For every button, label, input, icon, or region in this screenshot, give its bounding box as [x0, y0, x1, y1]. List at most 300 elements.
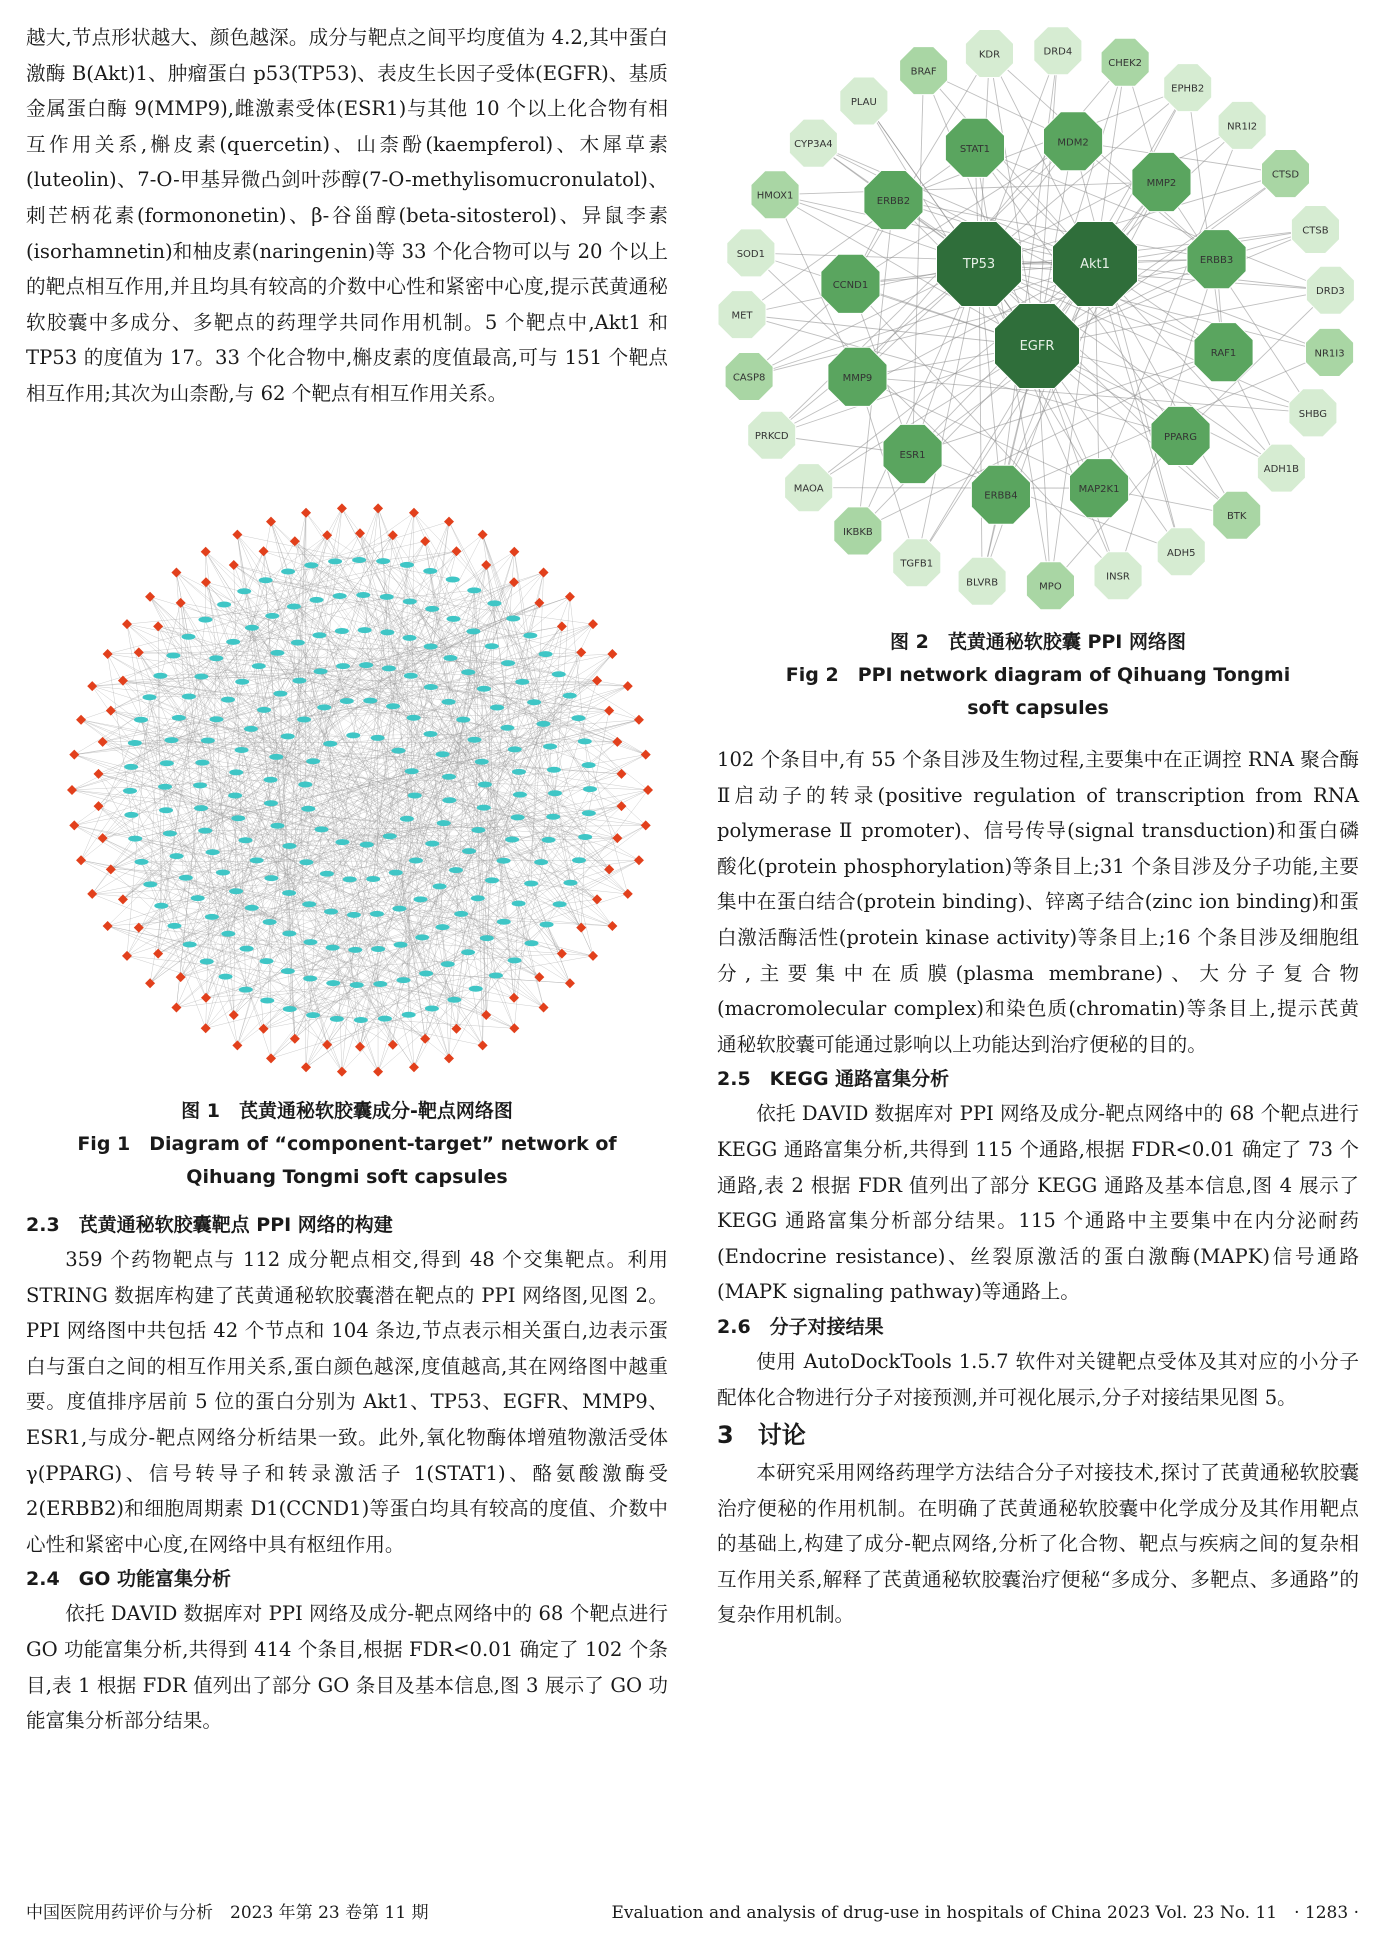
target-node	[583, 786, 597, 792]
target-node	[366, 876, 380, 882]
fig2-caption	[717, 626, 1359, 725]
ppi-node	[1157, 528, 1205, 576]
ppi-node-label: BTK	[1226, 511, 1247, 523]
target-node	[250, 857, 264, 863]
target-node	[449, 867, 463, 873]
target-node	[273, 691, 287, 697]
fig1-caption-cn: 图 1 芪黄通秘软胶囊成分-靶点网络图	[181, 1100, 513, 1122]
ppi-node	[958, 557, 1006, 605]
compound-node	[76, 855, 86, 865]
target-node	[403, 598, 417, 604]
target-node	[201, 737, 215, 743]
network-edge	[190, 945, 313, 1016]
target-node	[363, 698, 377, 704]
target-node	[245, 905, 259, 911]
target-node	[539, 651, 553, 657]
target-node	[513, 792, 527, 798]
section-2-4-text: 依托 DAVID 数据库对 PPI 网络及成分-靶点网络中的 68 个靶点进行 GO 功能富集分析,共得到 414 个条目,根据 FDR<0.01 确定了 102 个条目,表 1 根据 FDR 值列出了部分 GO 条目及基本信息,图 3 展示了 GO 功能富集分析部分结果。	[26, 1602, 668, 1733]
network-edge	[478, 755, 645, 830]
compound-node	[69, 750, 79, 760]
target-node	[252, 663, 266, 669]
footer-journal-en-page: Evaluation and analysis of drug-use in hospitals of China 2023 Vol. 23 No. 11 · 1283 ·	[611, 1903, 1359, 1923]
target-node	[389, 870, 403, 876]
target-node	[301, 806, 315, 812]
target-node	[153, 673, 167, 679]
target-node	[314, 668, 328, 674]
ppi-node	[748, 411, 796, 459]
target-node	[454, 911, 468, 917]
ppi-node-label: EPHB2	[1171, 83, 1205, 95]
target-node	[237, 588, 251, 594]
ppi-node-label: ERBB3	[1199, 255, 1234, 267]
target-node	[183, 942, 197, 948]
target-node	[511, 814, 525, 820]
target-node	[221, 931, 235, 937]
target-node	[304, 562, 318, 568]
target-node	[270, 650, 284, 656]
target-node	[281, 968, 295, 974]
target-node	[330, 1016, 344, 1022]
target-node	[461, 949, 475, 955]
section-2-6-title: 2.6 分子对接结果	[717, 1315, 884, 1338]
target-node	[326, 945, 340, 951]
ppi-edge	[979, 264, 982, 581]
target-node	[536, 721, 550, 727]
target-node	[543, 744, 557, 750]
target-node	[263, 919, 277, 925]
target-node	[461, 669, 475, 675]
target-node	[206, 849, 220, 855]
target-node	[283, 843, 297, 849]
target-node	[143, 881, 157, 887]
ppi-node	[1218, 101, 1266, 149]
ppi-node	[751, 171, 799, 219]
target-node	[469, 986, 483, 992]
ppi-node	[727, 229, 775, 277]
network-edge	[228, 793, 555, 934]
ppi-node	[1044, 112, 1103, 171]
target-node	[143, 694, 157, 700]
target-node	[512, 900, 526, 906]
target-node	[478, 782, 492, 788]
target-node	[515, 679, 529, 685]
compound-node	[478, 530, 488, 540]
compound-node	[643, 785, 653, 795]
target-node	[302, 901, 316, 907]
target-node	[489, 973, 503, 979]
target-node	[287, 604, 301, 610]
compound-node	[478, 1040, 488, 1050]
section-2-3-text: 359 个药物靶点与 112 成分靶点相交,得到 48 个交集靶点。利用 STRING 数据库构建了芪黄通秘软胶囊潜在靶点的 PPI 网络图,见图 2。PPI 网络图中共包括 42 个节点和 104 条边,节点表示相关蛋白,边表示蛋白与蛋白之间的相互作用关系,蛋白颜色越深,度值越高,其在网络图中越重要。度值排序居前 5 位的蛋白分别为 Akt1、TP53、EGFR、MMP9、ESR1,与成分-靶点网络分析结果一致。此外,氧化物酶体增殖物激活受体 γ(PPARG)、信号转导子和转录激活子 1(STAT1)、酪氨酸激酶受 2(ERBB2)和细胞周期素 D1(CCND1)等蛋白均具有较高的度值、介数中心性和紧密中心度,在网络中具有枢纽作用。	[26, 1248, 668, 1556]
target-node	[506, 615, 520, 621]
target-node	[282, 931, 296, 937]
target-node	[433, 883, 447, 889]
target-node	[170, 853, 184, 859]
target-node	[419, 970, 433, 976]
target-node	[182, 694, 196, 700]
compound-node	[565, 592, 575, 602]
target-node	[475, 759, 489, 765]
ppi-node-label: MDM2	[1057, 137, 1089, 149]
ppi-node	[883, 424, 942, 483]
target-node	[505, 837, 519, 843]
target-node	[360, 842, 374, 848]
section-3-title: 3 讨论	[717, 1421, 806, 1450]
compound-node	[588, 951, 598, 961]
ppi-node-label: ESR1	[899, 449, 926, 461]
target-node	[226, 639, 240, 645]
target-node	[373, 981, 387, 987]
ppi-node	[718, 291, 766, 339]
target-node	[380, 629, 394, 635]
compound-node	[539, 568, 549, 578]
target-node	[415, 934, 429, 940]
ppi-node-label: TGFB1	[900, 558, 934, 570]
ppi-node-label: NR1I3	[1314, 348, 1345, 360]
target-node	[378, 1016, 392, 1022]
target-node	[335, 628, 349, 634]
target-node	[485, 643, 499, 649]
compound-node	[301, 508, 311, 518]
section-2-5-title: 2.5 KEGG 通路富集分析	[717, 1068, 950, 1091]
target-node	[298, 781, 312, 787]
target-node	[200, 959, 214, 965]
target-node	[264, 800, 278, 806]
fig1-caption-en-2: Qihuang Tongmi soft capsules	[186, 1166, 508, 1188]
target-node	[467, 737, 481, 743]
network-edge	[92, 894, 288, 971]
target-node	[333, 593, 347, 599]
target-node	[358, 627, 372, 633]
target-node	[553, 901, 567, 907]
ppi-node	[995, 304, 1080, 389]
target-node	[343, 876, 357, 882]
target-node	[400, 562, 414, 568]
target-node	[347, 912, 361, 918]
target-node	[260, 997, 274, 1003]
target-node	[456, 717, 470, 723]
compound-node	[301, 1062, 311, 1072]
compound-node	[122, 951, 132, 961]
ppi-node-label: MMP9	[842, 372, 873, 384]
target-node	[409, 857, 423, 863]
target-node	[582, 762, 596, 768]
compound-node	[557, 621, 567, 631]
target-node	[348, 947, 362, 953]
target-node	[552, 671, 566, 677]
target-node	[326, 980, 340, 986]
target-node	[425, 1005, 439, 1011]
target-node	[209, 716, 223, 722]
network-edge	[81, 720, 478, 898]
target-node	[572, 857, 586, 863]
target-node	[128, 740, 142, 746]
target-node	[436, 924, 450, 930]
target-node	[310, 597, 324, 603]
right-sections	[717, 742, 1359, 1633]
target-node	[219, 974, 233, 980]
target-node	[563, 880, 577, 886]
target-node	[466, 628, 480, 634]
ppi-node	[971, 465, 1030, 524]
target-node	[405, 768, 419, 774]
network-edge	[485, 674, 559, 784]
target-node	[407, 715, 421, 721]
ppi-node-label: CCND1	[832, 279, 869, 291]
target-node	[497, 919, 511, 925]
ppi-node	[828, 347, 887, 406]
target-node	[477, 805, 491, 811]
ppi-node	[1164, 64, 1212, 112]
ppi-node	[840, 77, 888, 125]
network-edge	[74, 631, 342, 825]
ppi-node	[1291, 206, 1339, 254]
target-node	[578, 834, 592, 840]
target-node	[239, 837, 253, 843]
target-node	[490, 704, 504, 710]
ppi-node-label: CTSB	[1302, 225, 1329, 237]
network-edge	[411, 535, 483, 676]
target-node	[382, 665, 396, 671]
compound-node	[322, 530, 332, 540]
ppi-node	[789, 119, 837, 167]
target-node	[423, 568, 437, 574]
target-node	[547, 767, 561, 773]
target-node	[179, 875, 193, 881]
compound-node	[87, 681, 97, 691]
section-3-text: 本研究采用网络药理学方法结合分子对接技术,探讨了芪黄通秘软胶囊治疗便秘的作用机制。在明确了芪黄通秘软胶囊中化学成分及其作用靶点的基础上,构建了成分-靶点网络,分析了化合物、靶点与疾病之间的复杂相互作用关系,解释了芪黄通秘软胶囊治疗便秘“多成分、多靶点、多通路”的复杂作用机制。	[717, 1461, 1359, 1627]
ppi-edge	[913, 71, 924, 454]
target-node	[396, 977, 410, 983]
fig1-caption	[26, 1095, 668, 1194]
compound-node	[641, 750, 651, 760]
compound-node	[232, 530, 242, 540]
target-node	[563, 693, 577, 699]
compound-node	[201, 1023, 211, 1033]
target-node	[376, 558, 390, 564]
ppi-node	[1213, 491, 1261, 539]
target-node	[297, 717, 311, 723]
network-edge	[224, 604, 380, 983]
target-node	[239, 987, 253, 993]
target-node	[442, 774, 456, 780]
target-node	[198, 828, 212, 834]
target-node	[500, 725, 514, 731]
target-node	[181, 634, 195, 640]
target-node	[265, 613, 279, 619]
ppi-node-label: Akt1	[1080, 257, 1110, 272]
compound-node	[67, 785, 77, 795]
compound-node	[444, 1053, 454, 1063]
target-node	[408, 793, 422, 799]
target-node	[371, 735, 385, 741]
target-node	[292, 678, 306, 684]
target-node	[270, 823, 284, 829]
fig1-caption-en-1: Fig 1 Diagram of “component-target” network of	[77, 1133, 617, 1155]
target-node	[359, 662, 373, 668]
target-node	[391, 748, 405, 754]
ppi-edge	[775, 182, 1161, 195]
target-node	[194, 805, 208, 811]
ppi-node-label: RAF1	[1210, 348, 1237, 360]
target-node	[340, 698, 354, 704]
target-node	[323, 741, 337, 747]
ppi-node	[834, 507, 882, 555]
target-node	[128, 836, 142, 842]
target-node	[336, 663, 350, 669]
network-edge	[432, 1008, 449, 1058]
ppi-node	[945, 118, 1004, 177]
target-node	[245, 625, 259, 631]
ppi-network-figure	[717, 18, 1359, 628]
compound-node	[106, 706, 116, 716]
target-node	[354, 1017, 368, 1023]
ppi-node	[1257, 444, 1305, 492]
target-node	[328, 558, 342, 564]
target-node	[508, 746, 522, 752]
target-node	[264, 777, 278, 783]
intro-paragraph: 越大,节点形状越大、颜色越深。成分与靶点之间平均度值为 4.2,其中蛋白激酶 B(Akt)1、肿瘤蛋白 p53(TP53)、表皮生长因子受体(EGFR)、基质金属蛋白酶 9(MMP9),雌激素受体(ESR1)与其他 10 个以上化合物有相互作用关系,槲皮素(quercetin)、山柰酚(kaempferol)、木犀草素(luteolin)、7-O-甲基异微凸剑叶莎醇(7-O-methylisomucronulatol)、刺芒柄花素(formononetin)、β-谷甾醇(beta-sitosterol)、异鼠李素(isorhamnetin)和柚皮素(naringenin)等 33 个化合物可以与 20 个以上的靶点相互作用,并且均具有较高的介数中心性和紧密中心度,提示芪黄通秘软胶囊中多成分、多靶点的药理学共同作用机制。5 个靶点中,Akt1 和 TP53 的度值为 17。33 个化合物中,槲皮素的度值最高,可与 151 个靶点相互作用;其次为山柰酚,与 62 个靶点有相互作用关系。	[26, 26, 668, 405]
target-node	[209, 655, 223, 661]
ppi-node-label: SHBG	[1298, 408, 1328, 420]
target-node	[527, 699, 541, 705]
target-node	[264, 875, 278, 881]
compound-node	[176, 972, 186, 982]
target-node	[257, 707, 271, 713]
compound-node	[612, 737, 622, 747]
target-node	[582, 810, 596, 816]
target-node	[352, 557, 366, 563]
target-node	[436, 751, 450, 757]
target-node	[525, 940, 539, 946]
target-node	[303, 939, 317, 945]
target-node	[350, 982, 364, 988]
compound-node	[444, 517, 454, 527]
target-node	[524, 880, 538, 886]
component-target-network-figure	[40, 500, 680, 1080]
ppi-node-label: BRAF	[910, 66, 937, 78]
target-node	[221, 697, 235, 703]
target-node	[283, 1006, 297, 1012]
target-node	[571, 715, 585, 721]
ppi-node-label: CYP3A4	[794, 139, 833, 151]
target-node	[508, 957, 522, 963]
target-node	[191, 895, 205, 901]
compound-node	[94, 769, 104, 779]
target-node	[198, 617, 212, 623]
target-node	[303, 976, 317, 982]
target-node	[400, 816, 414, 822]
target-node	[281, 733, 295, 739]
compound-node	[509, 1023, 519, 1033]
target-node	[542, 837, 556, 843]
compound-node	[103, 649, 113, 659]
target-node	[534, 859, 548, 865]
section-2-6-text: 使用 AutoDockTools 1.5.7 软件对关键靶点受体及其对应的小分子配体化合物进行分子对接预测,并可视化展示,分子对接结果见图 5。	[717, 1349, 1359, 1409]
compound-node	[337, 503, 347, 513]
target-node	[194, 674, 208, 680]
target-node	[425, 841, 439, 847]
network-edge	[311, 565, 389, 668]
target-node	[195, 760, 209, 766]
target-node	[158, 784, 172, 790]
ppi-node	[1306, 328, 1354, 376]
target-node	[134, 717, 148, 723]
target-node	[320, 871, 334, 877]
target-node	[512, 769, 526, 775]
compound-node	[623, 681, 633, 691]
ppi-node	[1187, 230, 1246, 289]
ppi-node	[937, 222, 1022, 307]
fig2-caption-cn: 图 2 芪黄通秘软胶囊 PPI 网络图	[890, 631, 1186, 653]
ppi-node-label: ERBB2	[876, 196, 911, 208]
network-edge	[335, 541, 425, 561]
ppi-node-label: MAP2K1	[1078, 484, 1120, 496]
target-node	[240, 946, 254, 952]
target-node	[501, 660, 515, 666]
compound-node	[322, 1040, 332, 1050]
ppi-node-label: DRD4	[1043, 46, 1073, 58]
network-edge	[311, 565, 363, 595]
go-continued-text: 102 个条目中,有 55 个条目涉及生物过程,主要集中在正调控 RNA 聚合酶Ⅱ启动子的转录(positive regulation of transcription from RNA polymerase Ⅱ promoter)、信号传导(signal transduction)和蛋白磷酸化(protein phosphorylation)等条目上;31 个条目涉及分子功能,主要集中在蛋白结合(protein binding)、锌离子结合(zinc ion binding)和蛋白激活酶活性(protein kinase activity)等条目上;16 个条目涉及细胞组分,主要集中在质膜(plasma membrane)、大分子复合物(macromolecular complex)和染色质(chromatin)等条目上,提示芪黄通秘软胶囊可能通过影响以上功能达到治疗便秘的目的。	[717, 748, 1359, 1056]
compound-node	[634, 855, 644, 865]
target-node	[306, 758, 320, 764]
target-node	[548, 790, 562, 796]
target-node	[437, 820, 451, 826]
target-node	[229, 888, 243, 894]
ppi-node-label: KDR	[978, 49, 1001, 61]
target-node	[356, 592, 370, 598]
network-edge	[127, 956, 267, 1001]
target-node	[335, 839, 349, 845]
ppi-node	[1306, 266, 1354, 314]
target-node	[159, 807, 173, 813]
target-node	[124, 812, 138, 818]
compound-node	[134, 647, 144, 657]
compound-node	[69, 820, 79, 830]
ppi-node	[1053, 222, 1138, 307]
compound-node	[409, 1062, 419, 1072]
target-node	[371, 946, 385, 952]
target-node	[477, 686, 491, 692]
target-node	[467, 587, 481, 593]
target-node	[370, 911, 384, 917]
ppi-node-label: NR1I2	[1227, 121, 1258, 133]
target-node	[442, 797, 456, 803]
ppi-node-label: EGFR	[1019, 339, 1055, 354]
target-node	[306, 1012, 320, 1018]
ppi-node-label: TP53	[962, 257, 996, 272]
target-node	[480, 935, 494, 941]
target-node	[229, 769, 243, 775]
target-node	[471, 827, 485, 833]
network-edge	[108, 926, 385, 1019]
ppi-node-label: STAT1	[959, 143, 991, 155]
target-node	[312, 632, 326, 638]
target-node	[425, 606, 439, 612]
ppi-node	[1194, 323, 1253, 382]
target-node	[164, 737, 178, 743]
ppi-node-label: ERBB4	[984, 490, 1018, 502]
section-2-4-title: 2.4 GO 功能富集分析	[26, 1568, 232, 1591]
left-sections	[26, 1208, 668, 1739]
target-node	[235, 679, 249, 685]
target-node	[216, 870, 230, 876]
target-node	[231, 815, 245, 821]
target-node	[414, 896, 428, 902]
target-node	[386, 703, 400, 709]
target-node	[166, 653, 180, 659]
